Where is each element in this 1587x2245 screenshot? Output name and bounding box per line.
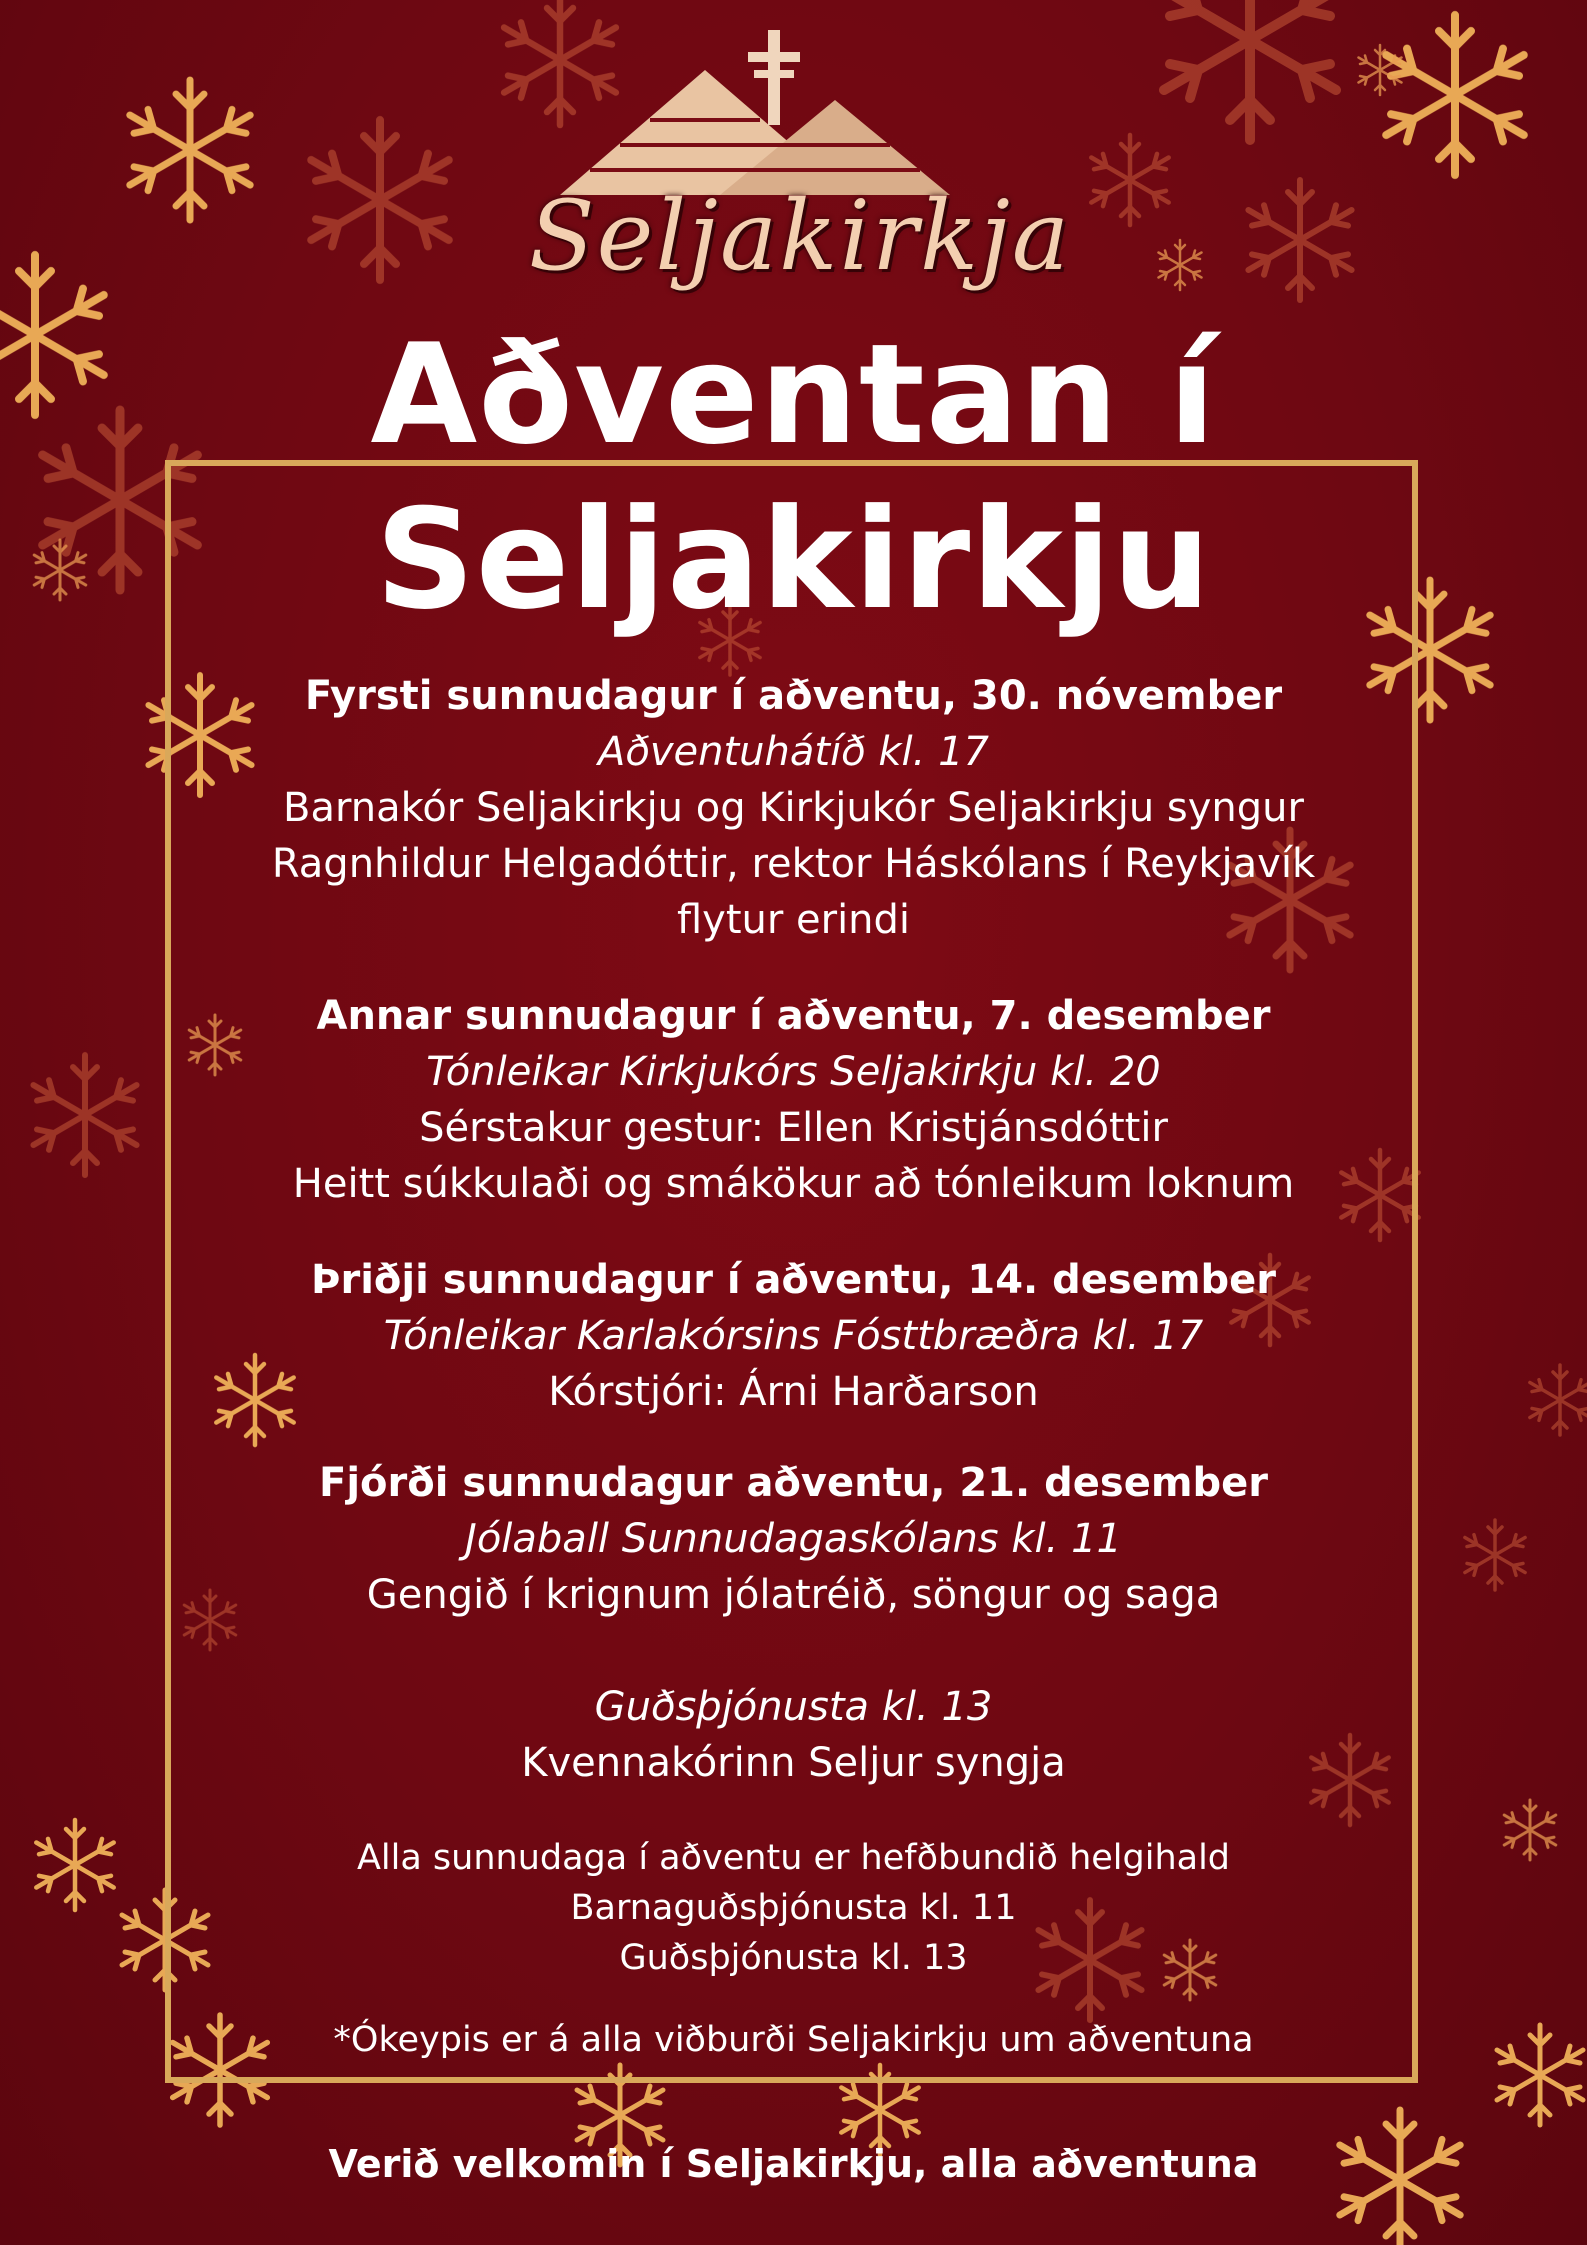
section-week3 [0, 1252, 1587, 1420]
event-detail: flytur erindi [676, 897, 911, 943]
cross-icon [748, 30, 800, 125]
section-heading: Fjórði sunnudagur aðventu, 21. desember [319, 1460, 1268, 1506]
regular-services [0, 1833, 1587, 1983]
event-detail: Gengið í krignum jólatréið, söngur og saga [366, 1572, 1221, 1618]
event-title: Tónleikar Karlakórsins Fósttbræðra kl. 17 [383, 1313, 1204, 1359]
section-heading: Annar sunnudagur í aðventu, 7. desember [316, 993, 1271, 1039]
section-week4 [0, 1455, 1587, 1791]
section-heading: Þriðji sunnudagur í aðventu, 14. desember [310, 1257, 1277, 1303]
section-week2 [0, 988, 1587, 1212]
event-detail: Barnakór Seljakirkju og Kirkjukór Seljakirkju syngur [283, 785, 1304, 831]
section-heading: Fyrsti sunnudagur í aðventu, 30. nóvember [304, 673, 1283, 719]
event-title: Jólaball Sunnudagaskólans kl. 11 [465, 1516, 1122, 1562]
page-title-line1: Aðventan í [370, 314, 1217, 475]
event-detail: Kvennakórinn Seljur syngja [521, 1740, 1066, 1786]
regular-item: Barnaguðsþjónusta kl. 11 [570, 1888, 1017, 1928]
church-roof-icon [560, 70, 950, 195]
event-title: Guðsþjónusta kl. 13 [594, 1684, 993, 1730]
event-detail: Kórstjóri: Árni Harðarson [548, 1369, 1039, 1415]
event-detail: Ragnhildur Helgadóttir, rektor Háskólans í Reykjavík [271, 841, 1316, 887]
event-detail: Heitt súkkulaði og smákökur að tónleikum loknum [292, 1161, 1295, 1207]
event-title: Tónleikar Kirkjukórs Seljakirkju kl. 20 [426, 1049, 1161, 1095]
section-week1 [0, 668, 1587, 948]
brand-script-name: Seljakirkja [528, 180, 1072, 292]
regular-item: Guðsþjónusta kl. 13 [619, 1938, 968, 1978]
welcome-message: Verið velkomin í Seljakirkju, alla aðventuna [328, 2142, 1259, 2186]
regular-intro: Alla sunnudaga í aðventu er hefðbundið helgihald [356, 1838, 1231, 1878]
free-admission-note: *Ókeypis er á alla viðburði Seljakirkju um aðventuna [333, 2020, 1254, 2060]
event-title: Aðventuhátíð kl. 17 [598, 729, 989, 775]
page-title-line2: Seljakirkju [375, 479, 1212, 640]
event-detail: Sérstakur gestur: Ellen Kristjánsdóttir [419, 1105, 1168, 1151]
